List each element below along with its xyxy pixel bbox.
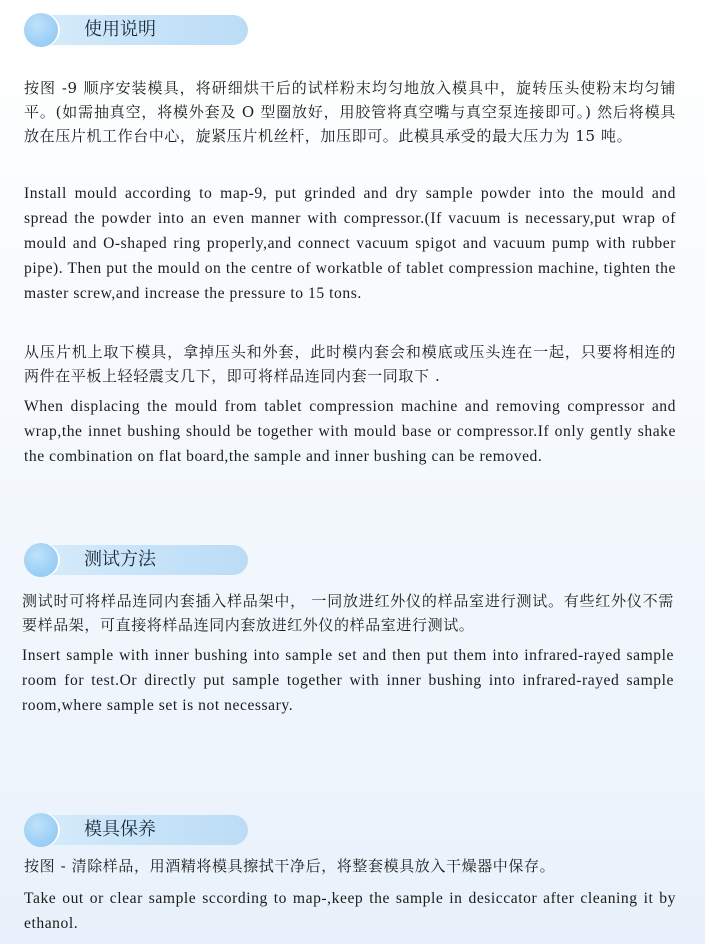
test-paragraph-en: Insert sample with inner bushing into sample set and then put them into infrared-rayed sample room for test.Or directly put sample together with inner bushing into infrared-rayed sample room,where sample set is not necessary. — [22, 647, 674, 714]
test-paragraph-zh: 测试时可将样品连同内套插入样品架中， 一同放进红外仪的样品室进行测试。有些红外仪不需要样品架，可直接将样品连同内套放进红外仪的样品室进行测试。 — [22, 592, 674, 634]
circle-icon — [24, 813, 58, 847]
section-title: 模具保养 — [84, 819, 156, 840]
maintenance-paragraph-en: Take out or clear sample sccording to map-,keep the sample in desiccator after cleaning it by ethanol. — [24, 890, 676, 932]
section-header-usage — [24, 13, 248, 47]
usage-paragraph-en-2: When displacing the mould from tablet compression machine and removing compressor and wrap,the innet bushing should be together with mould base or compressor.If only gently shake the combination on flat board,the sample and inner bushing can be removed. — [24, 398, 676, 465]
section-title: 使用说明 — [84, 19, 156, 40]
section-header-maintenance — [24, 813, 248, 847]
circle-icon — [24, 543, 58, 577]
maintenance-paragraph-zh: 按图 - 清除样品，用酒精将模具擦拭干净后，将整套模具放入干燥器中保存。 — [24, 857, 556, 875]
section-header-test-method — [24, 543, 248, 577]
usage-paragraph-zh-2: 从压片机上取下模具，拿掉压头和外套，此时模内套会和模底或压头连在一起，只要将相连的两件在平板上轻轻震支几下，即可将样品连同内套一同取下 . — [24, 343, 676, 385]
circle-icon — [24, 13, 58, 47]
usage-paragraph-zh-1: 按图 -9 顺序安装模具，将研细烘干后的试样粉末均匀地放入模具中，旋转压头使粉末均匀铺平。(如需抽真空，将模外套及 O 型圈放好，用胶管将真空嘴与真空泵连接即可。) 然后将模具放在压片机工作台中心，旋紧压片机丝杆，加压即可。此模具承受的最大压力为 15 吨。 — [24, 79, 676, 145]
section-title: 测试方法 — [84, 549, 156, 570]
usage-paragraph-en-1: Install mould according to map-9, put grinded and dry sample powder into the mould and spread the powder into an even manner with compressor.(If vacuum is necessary,put wrap of mould and O-shaped ring properly,and connect vacuum spigot and vacuum pump with rubber pipe). Then put the mould on the centre of workatble of tablet compression machine, tighten the master screw,and increase the pressure to 15 tons. — [24, 185, 676, 302]
